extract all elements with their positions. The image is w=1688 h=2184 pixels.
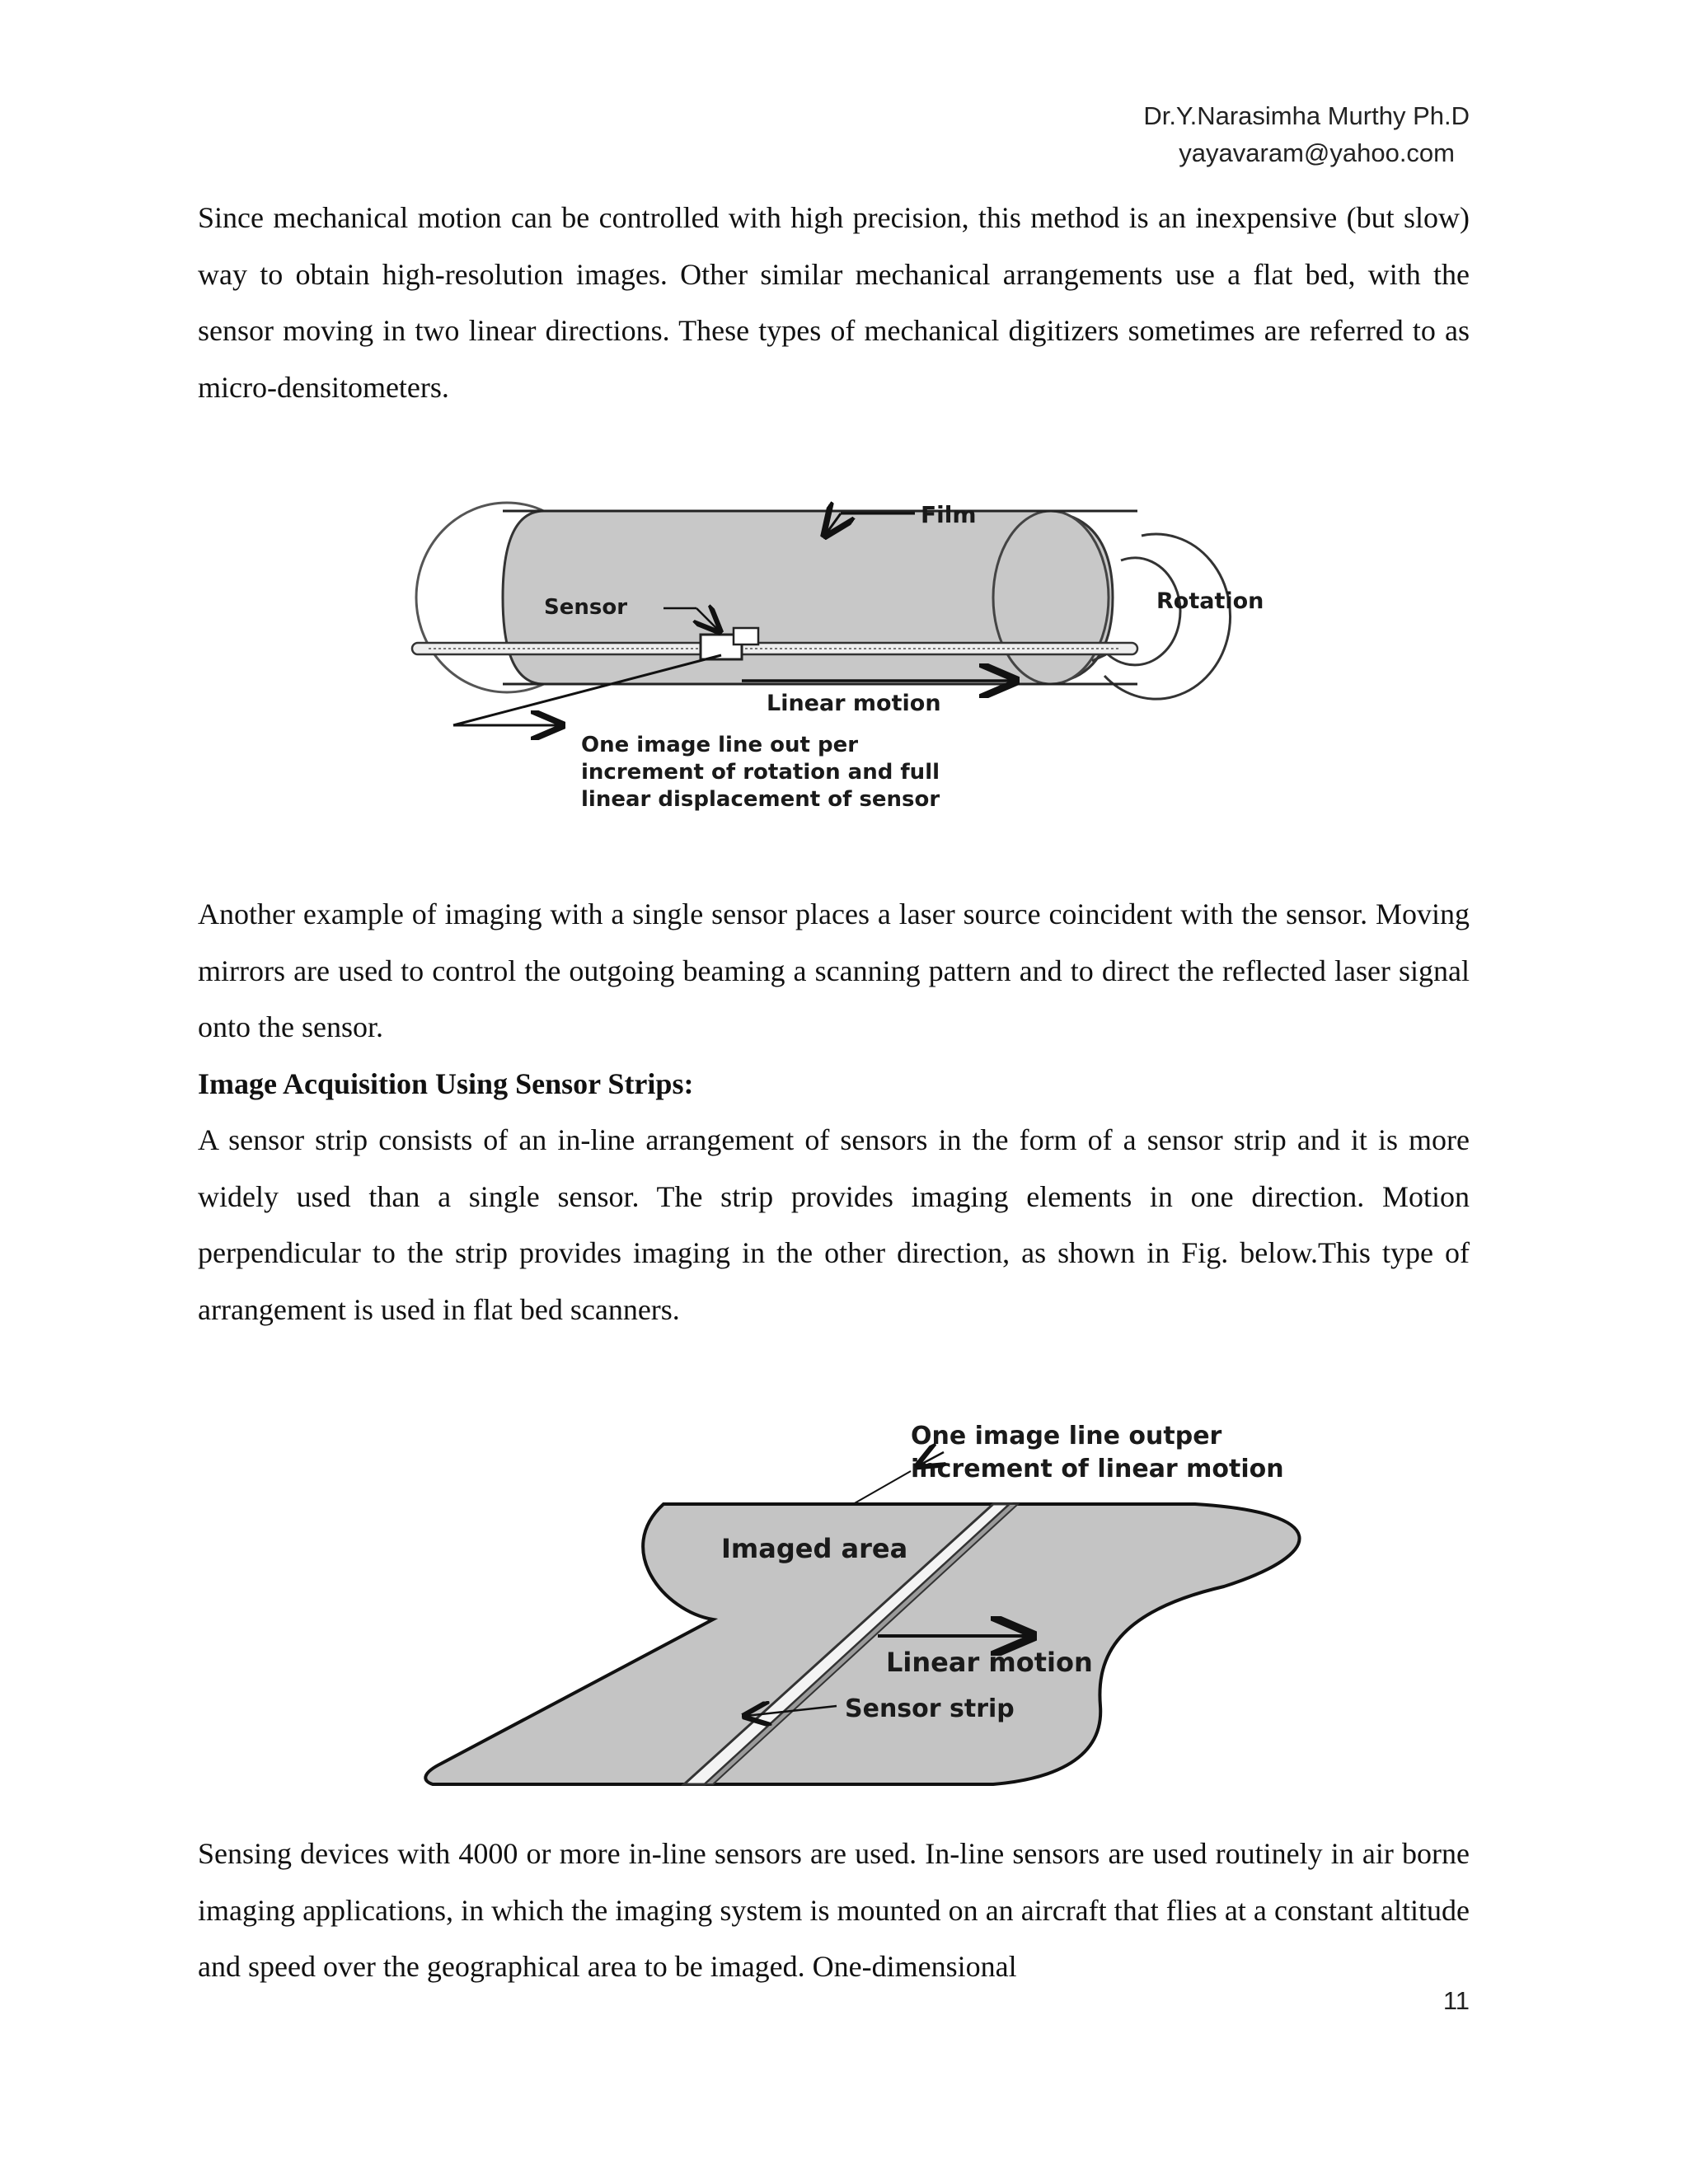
rotation-label: Rotation [1156, 588, 1264, 614]
linear-motion-label: Linear motion [886, 1647, 1093, 1678]
paragraph-sensor-strip: A sensor strip consists of an in-line arrangement of sensors in the form of a sensor strip and it is more widely used than a single sensor. The strip provides imaging elements in one direction. Motion perpendicular to the strip provides imaging in the other direction, as shown in Fig. below.This type of arrangement is used in flat bed scanners. [198, 1123, 1470, 1326]
paragraph-in-line-sensors: Sensing devices with 4000 or more in-line sensors are used. In-line sensors are used routinely in air borne imaging applications, in which the imaging system is mounted on an aircraft that flies at a constant altitude and speed over the geographical area to be imaged. One-dimensional [198, 1837, 1470, 1983]
film-label: Film [921, 501, 977, 528]
output-label-line1: One image line out per [581, 733, 859, 757]
paragraph-laser-source: Another example of imaging with a single sensor places a laser source coincident with the sensor. Moving mirrors are used to control the outgoing beaming a scanning pattern and to direct the reflected laser signal onto the sensor. [198, 898, 1470, 1043]
output-label-line2: increment of linear motion [911, 1455, 1284, 1483]
linear-motion-label: Linear motion [767, 691, 941, 716]
author-email: yayavaram@yahoo.com [1179, 138, 1455, 167]
paragraph-mechanical-motion: Since mechanical motion can be controlled with high precision, this method is an inexpensive (but slow) way to obtain high-resolution images. Other similar mechanical arrangements use a flat bed, with the sensor moving in two linear directions. These types of mechanical digitizers sometimes are referred to as micro-densitometers. [198, 201, 1470, 404]
output-label-line1: One image line outper [911, 1422, 1222, 1451]
imaged-area-label: Imaged area [721, 1533, 908, 1564]
sensor-strip-label: Sensor strip [845, 1694, 1015, 1723]
sensor-label: Sensor [544, 595, 628, 620]
drum-right-face [993, 511, 1109, 684]
output-label-line2: increment of rotation and full [581, 760, 940, 785]
section-heading-sensor-strips: Image Acquisition Using Sensor Strips: [198, 1067, 694, 1100]
output-label-line3: linear displacement of sensor [581, 787, 940, 812]
page-header [1143, 97, 1470, 171]
figure-sensor-strip [416, 1409, 1331, 1797]
page-number: 11 [1442, 1986, 1470, 2015]
author-name: Dr.Y.Narasimha Murthy Ph.D [1143, 101, 1470, 130]
figure-film-drum-scanner [396, 486, 1302, 832]
